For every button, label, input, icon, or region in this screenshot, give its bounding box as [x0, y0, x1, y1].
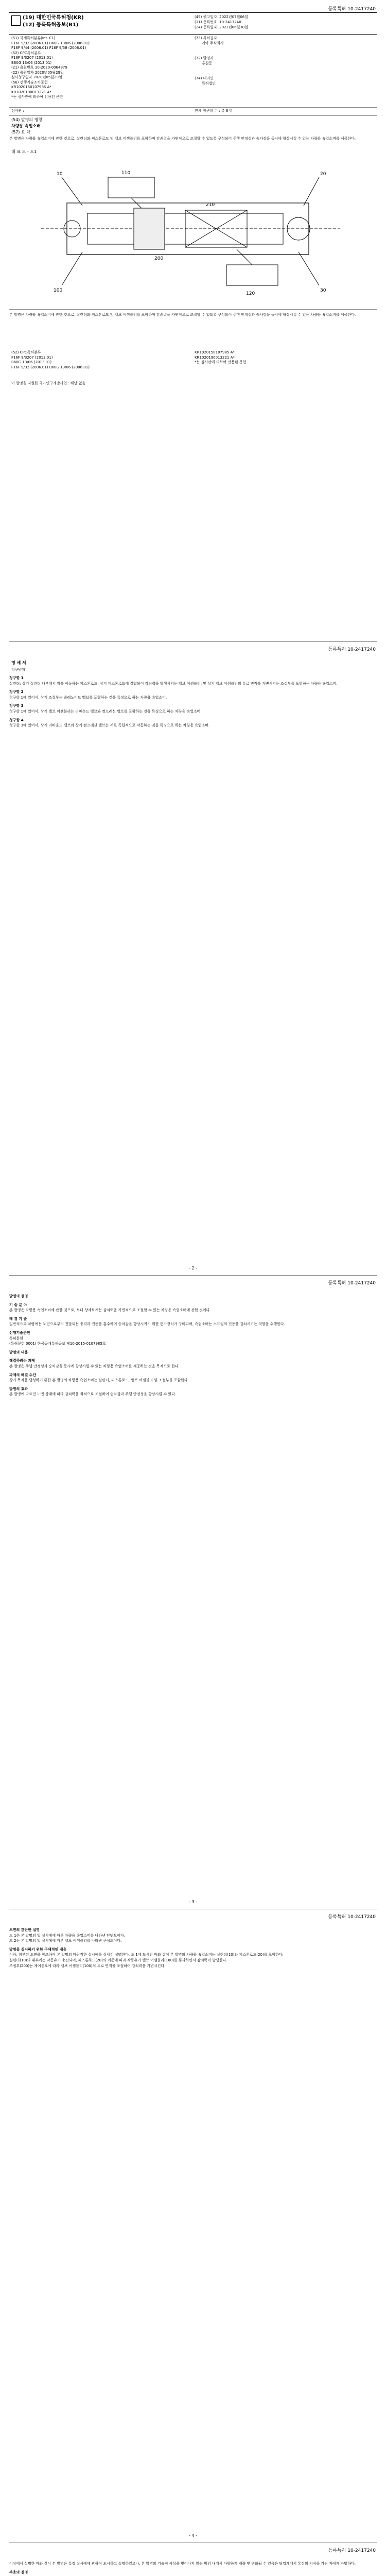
representative-figure-label: 대 표 도 - 도1 [11, 149, 37, 154]
cpc-title: (52) CPC특허분류 [11, 50, 41, 55]
prior-art-item: KR1020190013221 A* [11, 90, 51, 94]
abstract-text: 본 발명은 차량용 쇽업소버에 관한 것으로, 실린더와 피스톤로드 및 밸브 어셈블리를 포함하며 감쇠력을 가변적으로 조절할 수 있도록 구성되어 주행 안정성과 승차감을 동시에 향상시킬 수 있는 차량용 쇽업소버를 제공한다. [9, 137, 356, 141]
page-1 [0, 0, 386, 641]
label-100: 100 [54, 288, 63, 293]
agent: 특허법인 [202, 81, 216, 86]
application-date: (22) 출원일자 2020년05월29일 [11, 70, 64, 75]
representative-figure [31, 157, 355, 306]
title-label: (54) 발명의 명칭 [11, 117, 43, 122]
owner-label: (73) 특허권자 [195, 36, 217, 40]
exam-date: 심사청구일자 2020년05월29일 [11, 75, 62, 79]
page-number: - 4 - [189, 2533, 197, 2538]
label-110: 110 [121, 171, 131, 176]
page-number: - 3 - [189, 1900, 197, 1904]
label-10: 10 [57, 172, 63, 177]
claims-list: 청구항 1 실린더; 상기 실린더 내부에서 왕복 이동하는 피스톤로드; 상기 피스톤로드에 결합되어 감쇠력을 발생시키는 밸브 어셈블리; 및 상기 밸브 어셈블리의 유로 면적을 가변시키는 조절부를 포함하는 차량용 쇽업소버. 청구항 2 청구항 1에 있어서, 상기 조절부는 솔레노이드 밸브를 포함하는 것을 특징으로 하는 차량용 쇽업소버. 청구항 3 청구항 1에 있어서, 상기 밸브 어셈블리는 리바운드 밸브와 컴프레션 밸브를 포함하는 것을 특징으로 하는 차량용 쇽업소버. 청구항 4 청구항 3에 있어서, 상기 리바운드 밸브와 상기 컴프레션 밸브는 서로 독립적으로 작동하는 것을 특징으로 하는 차량용 쇽업소버. [9, 676, 338, 728]
label-200: 200 [154, 256, 164, 261]
office-name: (19) 대한민국특허청(KR) [23, 15, 84, 21]
label-30: 30 [320, 288, 326, 293]
label-210: 210 [206, 202, 215, 208]
application-number: (21) 출원번호 10-2020-0064979 [11, 65, 67, 70]
claims-heading: 청구범위 [11, 668, 26, 672]
funding-note: 이 발명을 지원한 국가연구개발사업 : 해당 없음 [11, 381, 86, 385]
reg-no-label: (11) 등록번호 [195, 20, 217, 24]
inventor-label: (72) 발명자 [195, 56, 214, 60]
page-4 [0, 1909, 386, 2543]
lower-meta-right: KR1020150107985 A* KR1020190013221 A* *는 심사관에 의하여 인용된 문헌 [195, 350, 247, 364]
rights-block [195, 36, 370, 86]
examiner: 심사관 : [11, 109, 24, 113]
agent-label: (74) 대리인 [195, 76, 214, 80]
label-20: 20 [320, 172, 326, 177]
ipc-title: (51) 국제특허분류(Int. Cl.) [11, 36, 56, 40]
claims-count: 전체 청구항 수 : 총 8 항 [195, 109, 233, 113]
classification-block [11, 36, 186, 100]
page-number: - 2 - [189, 1266, 197, 1270]
page-3 [0, 1275, 386, 1909]
reg-date-label: (24) 등록일자 [195, 25, 217, 29]
cpc-line: F16F 9/3207 (2013.01) [11, 56, 53, 60]
reg-date: 2022년06월30일 [219, 25, 249, 29]
pub-date-label: (45) 공고일자 [195, 15, 217, 19]
prior-art-title: (56) 선행기술조사문헌 [11, 80, 48, 84]
description-part-3: 이상에서 설명한 바와 같이 본 발명은 특정 실시예에 관하여 도시하고 설명하였으나, 본 발명의 기술적 사상을 벗어나지 않는 범위 내에서 다양하게 개량 및 변화될 수 있음은 당업계에서 통상의 지식을 가진 자에게 자명하다. 부호의 설명 [9, 2562, 356, 2574]
prior-art-note: *는 심사관에 의하여 인용된 문헌 [11, 95, 63, 99]
ipc-line: F16F 9/32 (2006.01) B60G 13/06 (2006.01) [11, 41, 90, 45]
publication-kind: (12) 등록특허공보(B1) [23, 22, 79, 28]
label-120: 120 [246, 291, 255, 296]
doc-number: 등록특허 10-2417240 [328, 7, 376, 12]
cpc-line: B60G 13/06 (2013.01) [11, 60, 52, 65]
invention-title: 차량용 쇽업소버 [11, 124, 41, 128]
doc-number: 등록특허 10-2417240 [328, 647, 376, 652]
kipo-logo [11, 15, 21, 26]
owner: 기아 주식회사 [202, 41, 224, 45]
prior-art-item: KR1020150107985 A* [11, 85, 51, 89]
description-part-2: 도면의 간단한 설명 도 1은 본 발명의 일 실시예에 따른 차량용 쇽업소버를 나타낸 단면도이다. 도 2는 본 발명의 일 실시예에 따른 밸브 어셈블리를 나타낸 구성도이다. 발명을 실시하기 위한 구체적인 내용 이하, 첨부된 도면을 참조하여 본 발명의 바람직한 실시예를 상세히 설명한다. 도 1에 도시된 바와 같이 본 발명의 차량용 쇽업소버는 실린더(10)와 피스톤로드(20)를 포함한다. 실린더(10)의 내부에는 작동유가 충진되며, 피스톤로드(20)의 이동에 따라 작동유가 밸브 어셈블리(100)를 통과하면서 감쇠력이 발생한다. 조절부(200)는 제어신호에 따라 밸브 어셈블리(100)의 유로 면적을 조절하여 감쇠력을 가변시킨다. [9, 1928, 284, 1968]
doc-number: 등록특허 10-2417240 [328, 1281, 376, 1286]
doc-number: 등록특허 10-2417240 [328, 2548, 376, 2553]
doc-number: 등록특허 10-2417240 [328, 1914, 376, 1920]
spec-title: 명 세 서 [11, 660, 26, 665]
page-2 [0, 641, 386, 1275]
abstract-label: (57) 요 약 [11, 130, 30, 134]
pub-date: 2022년07월06일 [219, 15, 249, 19]
ipc-line: F16F 9/44 (2006.01) F16F 9/58 (2006.01) [11, 46, 86, 50]
lower-meta-left: (52) CPC특허분류 F16F 9/3207 (2013.01) B60G 13/06 (2013.01) F16F 9/32 (2006.01) B60G 13/06 (2006.01) [11, 350, 90, 369]
reg-no: 10-2417240 [219, 20, 241, 24]
description-part-1: 발명의 설명 기 술 분 야 본 발명은 차량용 쇽업소버에 관한 것으로, 보다 상세하게는 감쇠력을 가변적으로 조절할 수 있는 차량용 쇽업소버에 관한 것이다. 배 경 기 술 일반적으로 차량에는 노면으로부터 전달되는 충격과 진동을 흡수하여 승차감을 향상시키기 위한 현가장치가 구비되며, 쇽업소버는 스프링의 진동을 감쇠시키는 역할을 수행한다. 선행기술문헌 특허문헌 (특허문헌 0001) 한국공개특허공보 제10-2015-0107985호 발명의 내용 해결하려는 과제 본 발명은 주행 안정성과 승차감을 동시에 향상시킬 수 있는 차량용 쇽업소버를 제공하는 것을 목적으로 한다. 과제의 해결 수단 상기 목적을 달성하기 위한 본 발명의 차량용 쇽업소버는 실린더, 피스톤로드, 밸브 어셈블리 및 조절부를 포함한다. 발명의 효과 본 발명에 따르면 노면 상태에 따라 감쇠력을 최적으로 조절하여 승차감과 주행 안정성을 향상시킬 수 있다. [9, 1294, 285, 1397]
abstract-repeat: 본 발명은 차량용 쇽업소버에 관한 것으로, 실린더와 피스톤로드 및 밸브 어셈블리를 포함하며 감쇠력을 가변적으로 조절할 수 있도록 구성되어 주행 안정성과 승차감을 동시에 향상시킬 수 있는 차량용 쇽업소버를 제공한다. [9, 313, 356, 317]
page-5 [0, 2543, 386, 2576]
inventor: 홍길동 [202, 61, 213, 65]
